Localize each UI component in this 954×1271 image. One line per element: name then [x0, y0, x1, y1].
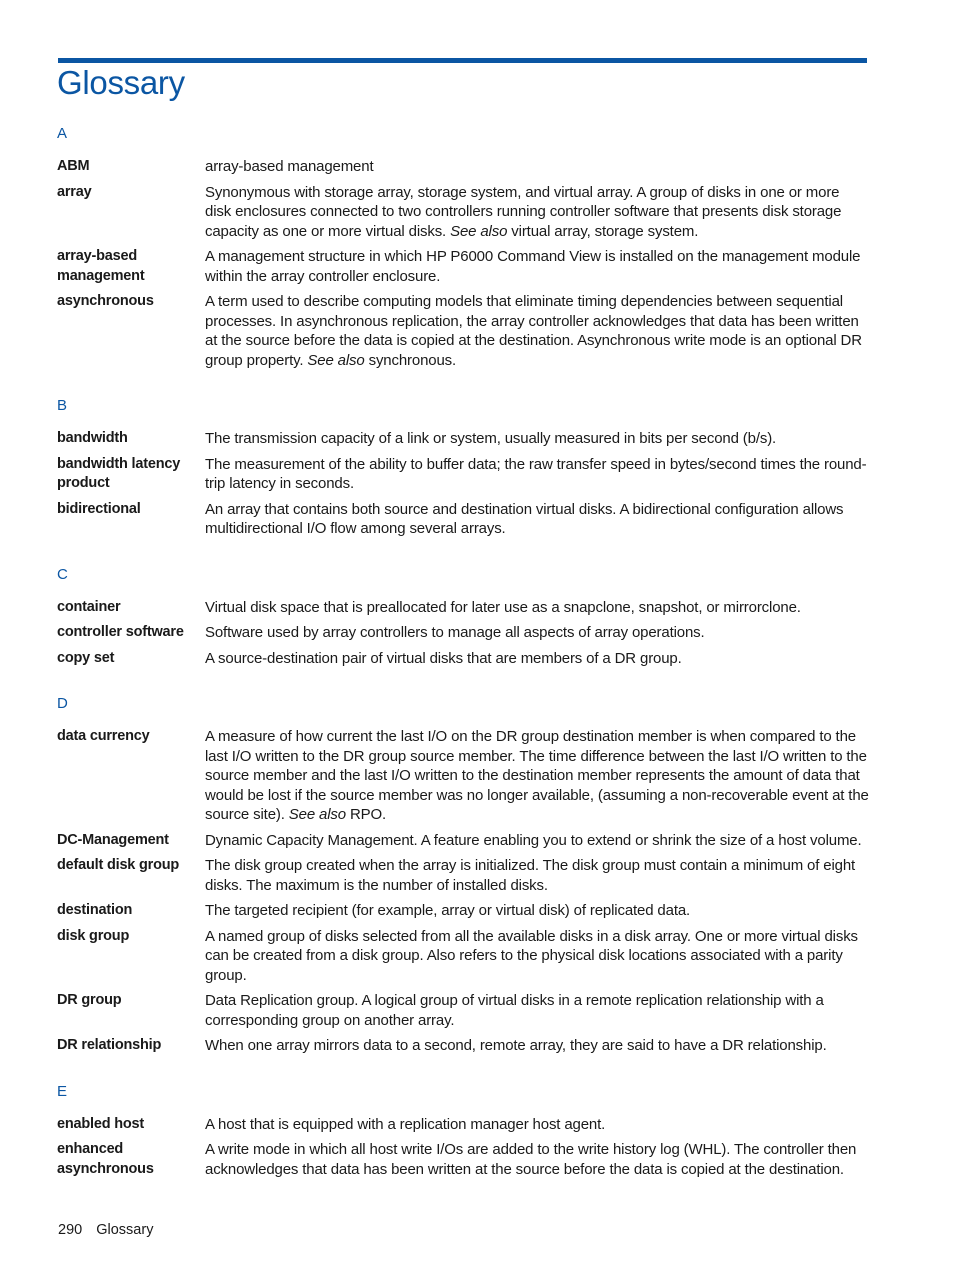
header-rule: [58, 58, 867, 63]
see-also-label: See also: [288, 806, 346, 823]
glossary-term: disk group: [57, 927, 130, 944]
glossary-term: destination: [57, 902, 133, 918]
definition-text: When one array mirrors data to a second, remote array, they are said to have a DR relationship.: [205, 1037, 827, 1054]
glossary-term: enabled host: [57, 1115, 145, 1132]
definition-text: synchronous.: [364, 351, 457, 369]
glossary-entry: [57, 183, 869, 242]
glossary-entry: [57, 856, 869, 895]
glossary-entry: [57, 1115, 869, 1135]
glossary-term: enhanced asynchronous: [57, 1141, 154, 1177]
glossary-definition: [205, 429, 869, 449]
glossary-entry: [57, 455, 869, 494]
glossary-term: DR group: [57, 992, 122, 1008]
definition-text: An array that contains both source and destination virtual disks. A bidirectional configuration allows multidirectional I/O flow among several arrays.: [205, 500, 844, 537]
glossary-entry: [57, 831, 869, 851]
glossary-term: array: [57, 183, 92, 200]
glossary-term: copy set: [57, 649, 115, 666]
glossary-term: bandwidth latency product: [57, 455, 181, 491]
definition-text: A source-destination pair of virtual disks that are members of a DR group.: [205, 649, 682, 667]
glossary-entry: [57, 157, 869, 177]
definition-text: Software used by array controllers to manage all aspects of array operations.: [205, 624, 705, 641]
section-letter: C: [57, 565, 68, 583]
definition-text: Dynamic Capacity Management. A feature enabling you to extend or shrink the size of a host volume.: [205, 831, 862, 849]
glossary-definition: [205, 500, 869, 539]
glossary-term: data currency: [57, 728, 150, 744]
footer-section-label: Glossary: [96, 1222, 154, 1238]
glossary-entry: [57, 1140, 869, 1179]
section-letter: E: [57, 1082, 68, 1100]
glossary-term: ABM: [57, 158, 90, 174]
glossary-definition: [205, 831, 869, 851]
definition-text: A term used to describe computing models that eliminate timing dependencies between sequential processes. In asynchronous replication, the array controller acknowledges that data has been written at the source before the data is copied at the destination. Asynchronous write mode is an optional DR group property.: [205, 293, 862, 369]
definition-text: The measurement of the ability to buffer data; the raw transfer speed in bytes/second times the round-trip latency in seconds.: [205, 455, 867, 492]
glossary-section-c: [57, 561, 869, 669]
glossary-entry: [57, 598, 869, 618]
glossary-entry: [57, 1036, 869, 1056]
glossary-term: asynchronous: [57, 293, 154, 309]
glossary-term: default disk group: [57, 857, 180, 873]
glossary-entry: [57, 247, 869, 286]
glossary-definition: [205, 183, 869, 242]
glossary-term: DR relationship: [57, 1037, 162, 1053]
glossary-definition: [205, 157, 869, 177]
glossary-definition: [205, 1115, 869, 1135]
see-also-label: See also: [307, 351, 365, 369]
glossary-entry: [57, 727, 869, 825]
definition-text: The disk group created when the array is initialized. The disk group must contain a minimum of eight disks. The maximum is the number of installed disks.: [205, 857, 856, 894]
definition-text: Synonymous with storage array, storage system, and virtual array. A group of disks in one or more disk enclosures connected to two controllers running controller software that presents disk storage capacity as one or more virtual disks.: [205, 183, 842, 240]
glossary-entry: [57, 649, 869, 669]
glossary-definition: [205, 247, 869, 286]
glossary-term: container: [57, 598, 121, 615]
glossary-definition: [205, 856, 869, 895]
page-footer: [58, 1222, 153, 1238]
glossary-definition: [205, 455, 869, 494]
definition-text: Data Replication group. A logical group of virtual disks in a remote replication relationship with a corresponding group on another array.: [205, 992, 824, 1029]
glossary-entry: [57, 901, 869, 921]
section-letter: D: [57, 695, 68, 712]
glossary-entry: [57, 623, 869, 643]
definition-text: virtual array, storage system.: [507, 222, 699, 240]
definition-text: array-based management: [205, 158, 374, 175]
glossary-definition: [205, 292, 869, 370]
glossary-term: array-based management: [57, 248, 145, 284]
definition-text: A host that is equipped with a replication manager host agent.: [205, 1115, 606, 1133]
glossary-definition: [205, 1140, 869, 1179]
definition-text: RPO.: [345, 806, 387, 823]
glossary-content: [57, 120, 869, 1201]
page-number: 290: [58, 1222, 83, 1238]
section-letter: A: [57, 125, 68, 142]
glossary-section-d: [57, 690, 869, 1056]
glossary-entry: [57, 991, 869, 1030]
glossary-definition: [205, 991, 869, 1030]
glossary-definition: [205, 901, 869, 921]
section-letter: B: [57, 397, 68, 414]
glossary-term: bidirectional: [57, 500, 141, 517]
definition-text: A measure of how current the last I/O on the DR group destination member is when compared to the last I/O written to the DR group source member. The time difference between the last I/O written to the source member and the last I/O written to the destination member represents the amount of data that would be lost if the source member was no longer available, (assuming a non-recoverable event at the source site).: [205, 728, 869, 823]
definition-text: A write mode in which all host write I/Os are added to the write history log (WHL). The controller then acknowledges that data has been written at the source before the data is copied at the destination.: [205, 1141, 857, 1178]
glossary-definition: [205, 649, 869, 669]
definition-text: The targeted recipient (for example, array or virtual disk) of replicated data.: [205, 902, 691, 919]
definition-text: A management structure in which HP P6000 Command View is installed on the management module within the array controller enclosure.: [205, 248, 861, 285]
glossary-definition: [205, 623, 869, 643]
glossary-section-e: [57, 1078, 869, 1180]
glossary-entry: [57, 927, 869, 986]
definition-text: Virtual disk space that is preallocated for later use as a snapclone, snapshot, or mirrorclone.: [205, 598, 801, 616]
glossary-section-b: [57, 392, 869, 539]
glossary-entry: [57, 292, 869, 370]
glossary-term: controller software: [57, 624, 184, 640]
glossary-definition: [205, 1036, 869, 1056]
glossary-definition: [205, 598, 869, 618]
glossary-entry: [57, 500, 869, 539]
page-title: Glossary: [57, 64, 185, 101]
glossary-term: bandwidth: [57, 430, 128, 446]
glossary-term: DC-Management: [57, 831, 169, 848]
glossary-entry: [57, 429, 869, 449]
glossary-definition: [205, 927, 869, 986]
glossary-section-a: [57, 120, 869, 370]
definition-text: A named group of disks selected from all the available disks in a disk array. One or more virtual disks can be created from a disk group. Also refers to the physical disk locations associated with a parity group.: [205, 927, 858, 984]
glossary-definition: [205, 727, 869, 825]
see-also-label: See also: [450, 222, 508, 240]
definition-text: The transmission capacity of a link or system, usually measured in bits per second (b/s).: [205, 430, 777, 447]
